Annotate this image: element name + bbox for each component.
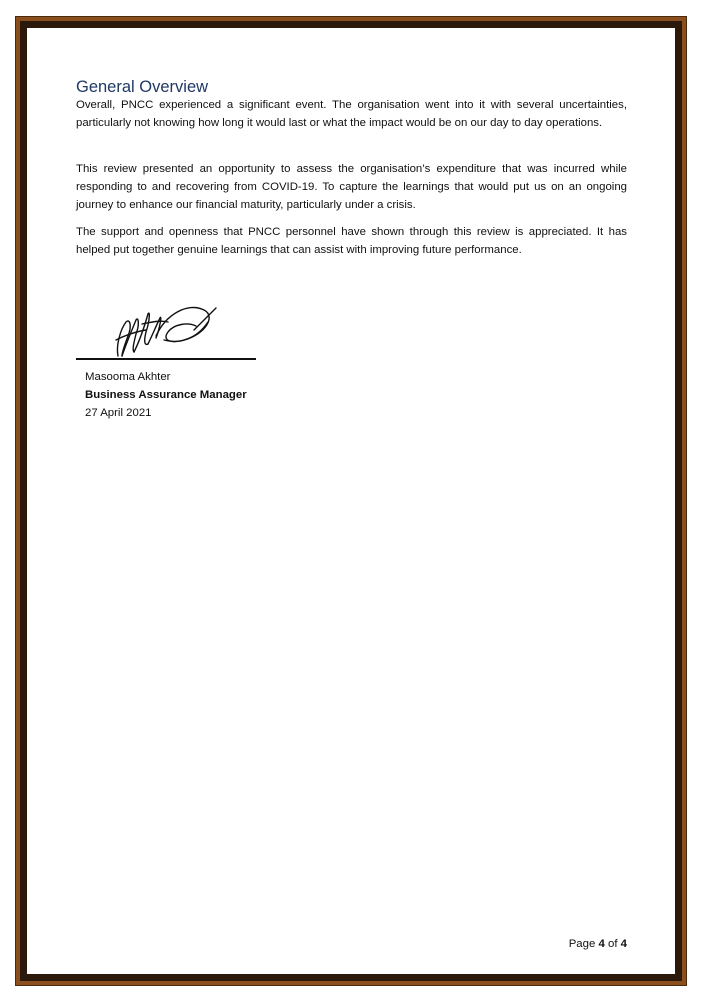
signer-block xyxy=(85,368,247,422)
signature-line xyxy=(76,358,256,360)
page-label: Page xyxy=(568,938,596,950)
signer-name: Masooma Akhter xyxy=(85,371,171,383)
signature-date: 27 April 2021 xyxy=(85,407,152,419)
paragraph-review: This review presented an opportunity to assess the organisation’s expenditure that was incurred while responding to and recovering from COVID-19. To capture the learnings that would put us on an ongoing journey to enhance our financial maturity, particularly under a crisis. xyxy=(76,163,627,211)
page-number xyxy=(569,938,627,950)
paragraph-overview: Overall, PNCC experienced a significant event. The organisation went into it with several uncertainties, particularly not knowing how long it would last or what the impact would be on our day to day operations. xyxy=(76,99,627,129)
current-page-number: 4 xyxy=(598,938,605,950)
signer-title: Business Assurance Manager xyxy=(85,389,247,401)
handwritten-signature-icon xyxy=(108,300,218,362)
of-label: of xyxy=(607,938,618,950)
section-heading: General Overview xyxy=(76,78,209,96)
paragraph-appreciation: The support and openness that PNCC personnel have shown through this review is appreciated. It has helped put together genuine learnings that can assist with improving future performance. xyxy=(76,226,627,256)
total-pages-number: 4 xyxy=(620,938,627,950)
